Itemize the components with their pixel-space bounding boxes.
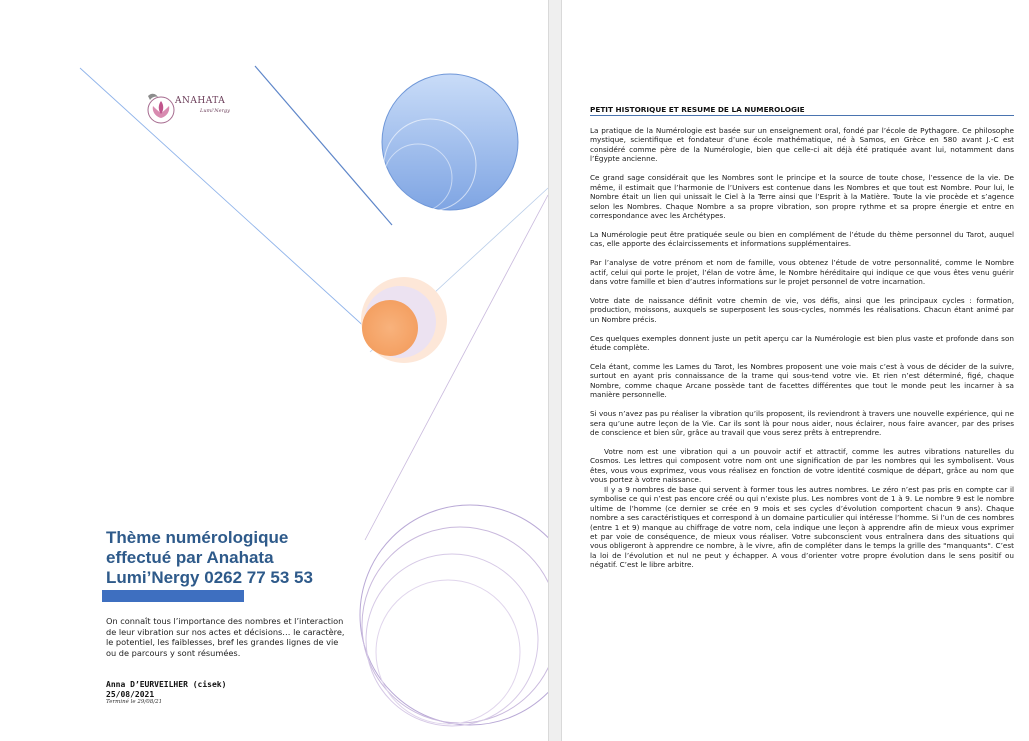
cover-title-line: effectué par Anahata (106, 548, 274, 567)
cover-description: On connaît tous l’importance des nombres et l’interaction de leur vibration sur nos actes et décisions… le caractère, le potentiel, les faiblesses, bref les grandes lignes de vie ou de parcours y sont résumées. (106, 616, 345, 658)
paragraph: Il y a 9 nombres de base qui servent à former tous les autres nombres. Le zéro n’est pas pris en compte car il symbolise ce qui n’est pas encore créé ou qui n’existe plus. Les nombres vont de 1 à 9. Le nombre 9 est le nombre ultime de l’homme (ce dernier se crée en 9 mois et ses cycles d’évolution comportent chacun 9 ans). Chaque nombre a ses caractéristiques et correspond à un domaine particulier qui intéresse l’homme. Si l’un de ces nombres (entre 1 et 9) manque au chiffrage de votre nom, cela indique une leçon à apprendre afin de mieux vous exprimer et par voie de conséquence, de mieux vous réaliser. Votre subconscient vous entraînera dans des situations qui vous obligeront à apprendre ce nombre, à le vivre, afin de compléter dans le temps la grille des "manquants". C’est la loi de l’évolution et nul ne peut y échapper. A vous d’orienter votre propre évolution dans le sens positif ou négatif. C’est le libre arbitre. (590, 484, 1014, 570)
paragraph: La Numérologie peut être pratiquée seule ou bien en complément de l’étude du thème personnel du Tarot, auquel cas, elle apporte des éclaircissements et informations supplémentaires. (590, 229, 1014, 249)
deco-line (255, 66, 392, 225)
document-title: PETIT HISTORIQUE ET RESUME DE LA NUMEROLOGIE (590, 105, 1014, 116)
logo-subtitle: Lumi'Nergy (200, 108, 231, 114)
content-page (562, 0, 1029, 741)
lotus-icon (144, 88, 176, 128)
paragraph: Par l’analyse de votre prénom et nom de famille, vous obtenez l’étude de votre personnalité, comme le Nombre actif, celui qui porte le projet, l’élan de votre âme, le Nombre héréditaire qui indique ce que vous êtes venu guérir dans votre famille et bien d’autres informations sur le projet personnel de votre incarnation. (590, 258, 1014, 287)
paragraph: Votre date de naissance définit votre chemin de vie, vos défis, ainsi que les principaux cycles : formation, production, moissons, auxquels se superposent les sous-cycles, nommés les réalisations. Chacun étant animé par un Nombre précis. (590, 295, 1014, 324)
page-separator (548, 0, 562, 741)
cover-title (106, 528, 406, 588)
author-name: Anna D’EURVEILHER (cisek) (106, 680, 227, 689)
document-body (590, 126, 1014, 579)
redaction-bar (102, 590, 244, 602)
author-block (106, 680, 226, 699)
paragraph: Cela étant, comme les Lames du Tarot, les Nombres proposent une voie mais c’est à vous de décider de la suivre, surtout en ayant pris connaissance de la trame qui sous-tend votre vie. Et rien n’est déterminé, figé, chaque Nombre, comme chaque Arcane possède tant de facettes différentes que tout le monde peut les incarner à sa manière personnelle. (590, 361, 1014, 400)
paragraph: La pratique de la Numérologie est basée sur un enseignement oral, fondé par l’école de Pythagore. Ce philosophe mystique, scientifique et fondateur d’une école mathématique, né à Samos, en Grèce en 580 avant J.-C est considéré comme père de la Numérologie, bien que celle-ci ait déjà été pratiquée avant lui, notamment dans l’Égypte ancienne. (590, 126, 1014, 164)
deco-circle-orange (362, 300, 418, 356)
deco-circle-lavender-ring (376, 580, 520, 724)
cover-title-line: Lumi’Nergy 0262 77 53 53 (106, 568, 313, 587)
cover-title-line: Thème numérologique (106, 528, 289, 547)
completion-note: Terminé le 29/08/21 (106, 699, 163, 705)
paragraph: Ce grand sage considérait que les Nombres sont le principe et la source de toute chose, l’essence de la vie. De même, il estimait que l’harmonie de l’Univers est contenue dans les Nombres et que tout est Nombre. Pour lui, le Nombre était un lien qui unissait le Ciel à la Terre ainsi que l’Esprit à la Matière. Toute la vie procède et s’agence selon les Nombres. Chaque Nombre a sa propre vibration, son propre rythme et sa propre énergie et entre en correspondance avec les Archétypes. (590, 173, 1014, 221)
paragraph: Si vous n’avez pas pu réaliser la vibration qu’ils proposent, ils reviendront à travers une nouvelle expérience, qui ne sera qu’une autre leçon de la Vie. Car ils sont là pour nous aider, nous éclairer, nous faire avancer, par des prises de conscience et bien sûr, grâce au travail que vous serez prêts à entreprendre. (590, 409, 1014, 438)
paragraph: Ces quelques exemples donnent juste un petit aperçu car la Numérologie est bien plus vaste et profonde dans son étude complète. (590, 333, 1014, 353)
deco-line (80, 68, 390, 350)
deco-line (365, 195, 548, 540)
author-date: 25/08/2021 (106, 689, 155, 699)
logo-name: ANAHATA (175, 96, 226, 106)
anahata-logo (144, 84, 234, 138)
paragraph: Votre nom est une vibration qui a un pouvoir actif et attractif, comme les autres vibrations naturelles du Cosmos. Les lettres qui composent votre nom ont une signification de par les nombres qui les symbolisent. Vous êtes, vous vous exprimez, vous vous réalisez en fonction de votre identité cosmique de départ, grâce au nom que vous portez à votre naissance. (590, 446, 1014, 485)
